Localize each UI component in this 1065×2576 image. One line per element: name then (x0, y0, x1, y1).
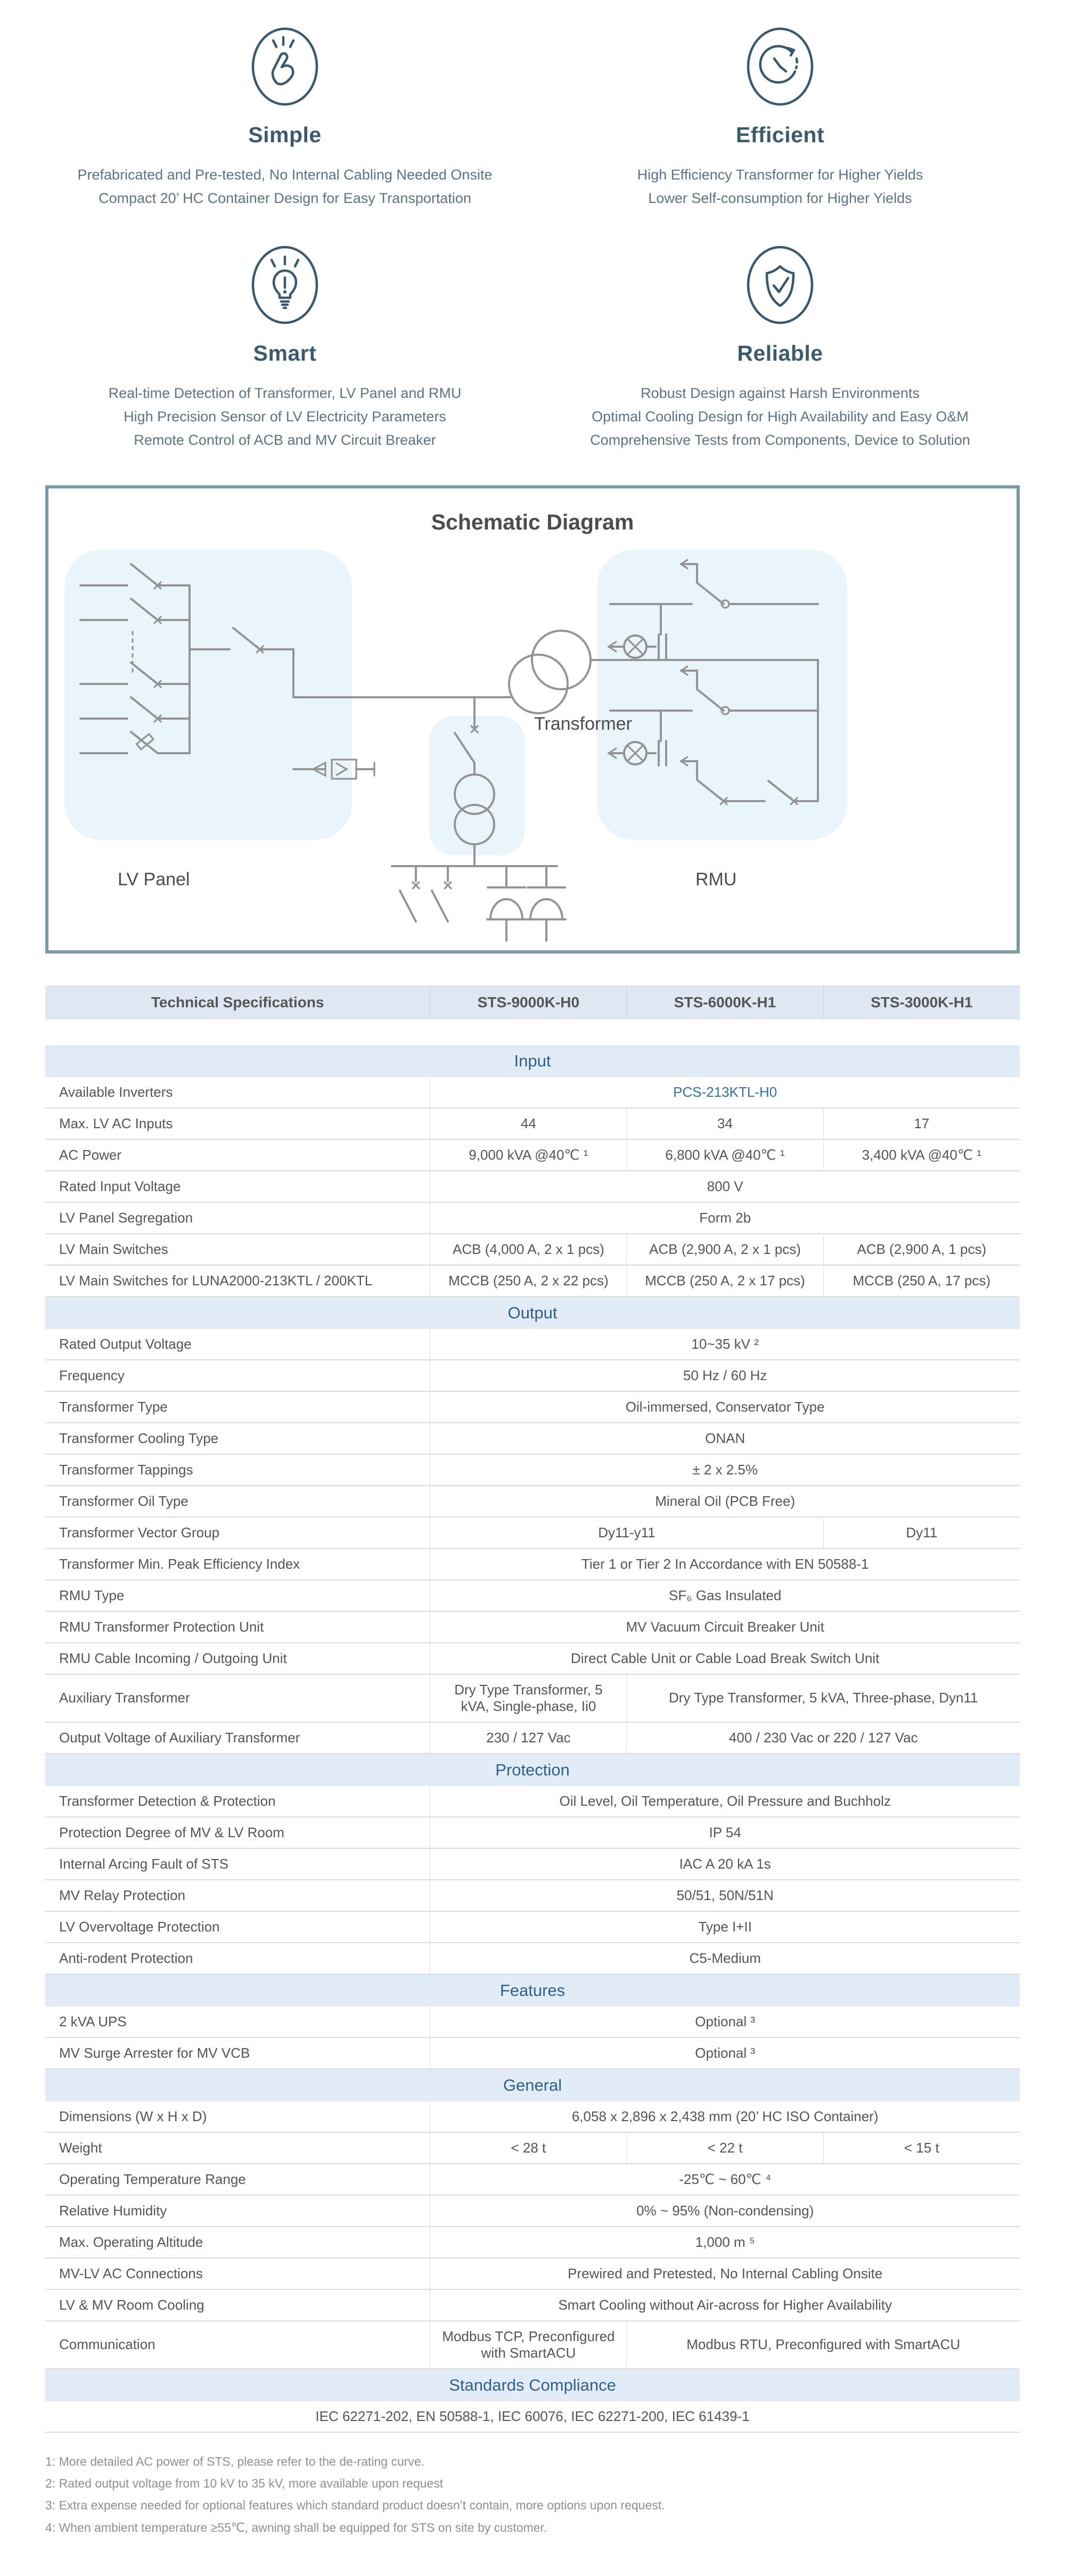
spec-value-cell: Dy11 (823, 1517, 1020, 1548)
spec-label-cell: LV Overvoltage Protection (45, 1911, 430, 1943)
feature-title: Simple (248, 123, 322, 147)
spec-value-cell: 9,000 kVA @40℃ ¹ (430, 1139, 627, 1171)
spec-row (45, 2321, 1020, 2369)
spec-label-cell: Transformer Tappings (45, 1454, 430, 1486)
spec-row (45, 2195, 1020, 2227)
spec-value-cell: Modbus TCP, Preconfigured with SmartACU (430, 2321, 627, 2369)
spec-label-cell: Transformer Detection & Protection (45, 1786, 430, 1817)
spec-label-cell: Rated Input Voltage (45, 1171, 430, 1202)
spec-value-cell: SF₆ Gas Insulated (430, 1580, 1020, 1611)
rmu-zone (597, 550, 847, 840)
spec-row (45, 2289, 1020, 2321)
spec-label-cell: AC Power (45, 1139, 430, 1171)
spec-body-table (45, 1045, 1020, 2433)
spec-value-cell: Oil-immersed, Conservator Type (430, 1391, 1020, 1423)
reliable-shield-icon (532, 244, 1028, 326)
spec-row (45, 1139, 1020, 1171)
spec-value-cell: 17 (823, 1108, 1020, 1139)
spec-value-cell: ACB (4,000 A, 2 x 1 pcs) (430, 1234, 627, 1265)
spec-label-cell: Relative Humidity (45, 2195, 430, 2227)
feature-efficient (532, 26, 1028, 210)
section-header-row (45, 1754, 1020, 1786)
model-column-sts-9000k-h0: STS-9000K-H0 (430, 985, 627, 1020)
spec-label-cell: MV Surge Arrester for MV VCB (45, 2037, 430, 2069)
spec-value-cell: ± 2 x 2.5% (430, 1454, 1020, 1486)
spec-value-cell: Optional ³ (430, 2037, 1020, 2069)
spec-label-cell: LV Main Switches (45, 1234, 430, 1265)
spec-value-cell: < 22 t (627, 2132, 823, 2164)
feature-reliable (532, 244, 1028, 452)
text-line: Comprehensive Tests from Components, Device to Solution (590, 431, 970, 448)
spec-row (45, 1580, 1020, 1611)
spec-header-table (45, 985, 1020, 1020)
spec-label-cell: Auxiliary Transformer (45, 1674, 430, 1722)
schematic-diagram-panel (45, 485, 1020, 953)
spec-value-cell: MV Vacuum Circuit Breaker Unit (430, 1611, 1020, 1643)
feature-description (532, 382, 1028, 452)
text-line: 4: When ambient temperature ≥55℃, awning shall be equipped for STS on site by customer. (45, 2520, 547, 2534)
spec-label-cell: LV Main Switches for LUNA2000-213KTL / 200KTL (45, 1265, 430, 1297)
spec-value-cell: 50 Hz / 60 Hz (430, 1360, 1020, 1391)
spec-value-cell: Type I+II (430, 1911, 1020, 1943)
spec-row (45, 1817, 1020, 1848)
text-line: Lower Self-consumption for Higher Yields (648, 190, 912, 206)
spec-value-cell: Smart Cooling without Air-across for Higher Availability (430, 2289, 1020, 2321)
spec-row (45, 2401, 1020, 2432)
spec-row (45, 1786, 1020, 1817)
feature-smart (37, 244, 532, 452)
spec-value-cell: < 15 t (823, 2132, 1020, 2164)
spec-row (45, 1423, 1020, 1454)
spec-label-cell: Rated Output Voltage (45, 1329, 430, 1360)
spec-header-row (45, 985, 1020, 1020)
spec-row (45, 2101, 1020, 2132)
spec-row (45, 1848, 1020, 1880)
text-line: High Efficiency Transformer for Higher Yields (637, 167, 923, 183)
spec-label-cell: RMU Transformer Protection Unit (45, 1611, 430, 1643)
spec-row (45, 2007, 1020, 2037)
spec-row (45, 1202, 1020, 1234)
section-header-row (45, 1045, 1020, 1077)
spec-label-cell: Transformer Vector Group (45, 1517, 430, 1548)
spec-row (45, 1360, 1020, 1391)
spec-value-cell: 6,800 kVA @40℃ ¹ (627, 1139, 823, 1171)
text-line: Robust Design against Harsh Environments (641, 385, 920, 402)
spec-value-cell: ONAN (430, 1423, 1020, 1454)
section-title: Standards Compliance (45, 2369, 1020, 2401)
spec-value-cell: 34 (627, 1108, 823, 1139)
snap-fingers-icon (37, 26, 532, 108)
text-line: Real-time Detection of Transformer, LV Panel and RMU (108, 385, 462, 402)
text-line: Remote Control of ACB and MV Circuit Breaker (134, 431, 436, 448)
spec-row (45, 1171, 1020, 1202)
spec-value-cell: ACB (2,900 A, 2 x 1 pcs) (627, 1234, 823, 1265)
section-title: General (45, 2069, 1020, 2101)
spec-value-cell: -25℃ ~ 60℃ ⁴ (430, 2164, 1020, 2195)
text-line: Optimal Cooling Design for High Availability and Easy O&M (592, 409, 969, 425)
spec-label-cell: LV Panel Segregation (45, 1202, 430, 1234)
section-header-row (45, 2069, 1020, 2101)
spec-label-cell: Output Voltage of Auxiliary Transformer (45, 1722, 430, 1754)
lv-panel-zone (64, 550, 352, 840)
spec-value-cell: 6,058 x 2,896 x 2,438 mm (20’ HC ISO Container) (430, 2101, 1020, 2132)
text-line: 2: Rated output voltage from 10 kV to 35 kV, more available upon request (45, 2476, 444, 2491)
spec-value-cell: Modbus RTU, Preconfigured with SmartACU (627, 2321, 1020, 2369)
text-line: Compact 20’ HC Container Design for Easy Transportation (99, 190, 471, 206)
single-line-diagram (48, 540, 1017, 950)
spec-label-cell: Transformer Type (45, 1391, 430, 1423)
spec-row (45, 2227, 1020, 2258)
spec-value-cell: 50/51, 50N/51N (430, 1880, 1020, 1911)
spec-row (45, 1911, 1020, 1943)
spec-value-cell: Dy11-y11 (430, 1517, 823, 1548)
section-title: Features (45, 1974, 1020, 2007)
feature-description (37, 164, 532, 210)
model-column-sts-3000k-h1: STS-3000K-H1 (823, 985, 1020, 1020)
spec-row (45, 1943, 1020, 1974)
spec-value-cell: Oil Level, Oil Temperature, Oil Pressure and Buchholz (430, 1786, 1020, 1817)
spec-value-cell: 44 (430, 1108, 627, 1139)
feature-title: Efficient (735, 123, 825, 147)
spec-label-cell: Max. LV AC Inputs (45, 1108, 430, 1139)
spec-row (45, 1329, 1020, 1360)
spec-value-cell: IP 54 (430, 1817, 1020, 1848)
spec-label-cell: Weight (45, 2132, 430, 2164)
spec-label-cell: MV Relay Protection (45, 1880, 430, 1911)
transformer-label: Transformer (534, 713, 632, 734)
spec-value-cell: C5-Medium (430, 1943, 1020, 1974)
spec-value-cell: 3,400 kVA @40℃ ¹ (823, 1139, 1020, 1171)
text-line: High Precision Sensor of LV Electricity Parameters (124, 409, 446, 425)
spec-value-cell: Mineral Oil (PCB Free) (430, 1486, 1020, 1517)
spec-value-cell: 230 / 127 Vac (430, 1722, 627, 1754)
section-header-row (45, 1974, 1020, 2007)
spec-label-cell: Transformer Oil Type (45, 1486, 430, 1517)
spec-row (45, 1454, 1020, 1486)
spec-row (45, 2258, 1020, 2289)
spec-value-cell: ACB (2,900 A, 1 pcs) (823, 1234, 1020, 1265)
section-title: Output (45, 1297, 1020, 1329)
footnotes (45, 2451, 1020, 2539)
section-title: Protection (45, 1754, 1020, 1786)
spec-row (45, 1722, 1020, 1754)
spec-value-cell: 10~35 kV ² (430, 1329, 1020, 1360)
spec-label-cell: Transformer Min. Peak Efficiency Index (45, 1548, 430, 1580)
spec-value-cell: MCCB (250 A, 2 x 17 pcs) (627, 1265, 823, 1297)
smart-bulb-icon (37, 244, 532, 326)
spec-value-cell: 0% ~ 95% (Non-condensing) (430, 2195, 1020, 2227)
spec-row (45, 1674, 1020, 1722)
spec-header-title: Technical Specifications (45, 985, 430, 1020)
feature-description (37, 382, 532, 452)
aux-transformer-zone (429, 716, 525, 855)
feature-title: Smart (253, 341, 317, 366)
spec-row (45, 1548, 1020, 1580)
spec-row (45, 2037, 1020, 2069)
spec-row (45, 1880, 1020, 1911)
text-line: 1: More detailed AC power of STS, please refer to the de-rating curve. (45, 2454, 425, 2468)
section-header-row (45, 2369, 1020, 2401)
spec-label-cell: MV-LV AC Connections (45, 2258, 430, 2289)
spec-value-cell: IAC A 20 kA 1s (430, 1848, 1020, 1880)
spec-label-cell: Communication (45, 2321, 430, 2369)
model-column-sts-6000k-h1: STS-6000K-H1 (627, 985, 823, 1020)
spec-label-cell: RMU Cable Incoming / Outgoing Unit (45, 1643, 430, 1674)
spec-row (45, 1234, 1020, 1265)
spec-row (45, 2132, 1020, 2164)
spec-row (45, 1517, 1020, 1548)
text-line: 3: Extra expense needed for optional features which standard product doesn’t contain, more options upon request. (45, 2498, 665, 2513)
spec-value-cell: MCCB (250 A, 17 pcs) (823, 1265, 1020, 1297)
technical-specifications (45, 985, 1020, 2433)
section-title: Input (45, 1045, 1020, 1077)
spec-value-cell: 400 / 230 Vac or 220 / 127 Vac (627, 1722, 1020, 1754)
spec-label-cell: Internal Arcing Fault of STS (45, 1848, 430, 1880)
spec-row (45, 1265, 1020, 1297)
spec-value-cell: 1,000 m ⁵ (430, 2227, 1020, 2258)
spec-label-cell: Anti-rodent Protection (45, 1943, 430, 1974)
spec-label-cell: Frequency (45, 1360, 430, 1391)
spec-label-cell: Transformer Cooling Type (45, 1423, 430, 1454)
spec-label-cell: Available Inverters (45, 1077, 430, 1108)
spec-row (45, 1077, 1020, 1108)
spec-value-cell: Direct Cable Unit or Cable Load Break Switch Unit (430, 1643, 1020, 1674)
spec-label-cell: Dimensions (W x H x D) (45, 2101, 430, 2132)
efficiency-clock-icon (532, 26, 1028, 108)
spec-row (45, 1391, 1020, 1423)
spec-row (45, 1486, 1020, 1517)
spec-value-cell: Tier 1 or Tier 2 In Accordance with EN 50588-1 (430, 1548, 1020, 1580)
spec-value-cell: IEC 62271-202, EN 50588-1, IEC 60076, IEC 62271-200, IEC 61439-1 (45, 2401, 1020, 2432)
spec-value-cell: Optional ³ (430, 2007, 1020, 2037)
spec-value-cell: MCCB (250 A, 2 x 22 pcs) (430, 1265, 627, 1297)
spec-label-cell: LV & MV Room Cooling (45, 2289, 430, 2321)
lv-panel-label: LV Panel (118, 869, 190, 890)
rmu-label: RMU (695, 869, 737, 890)
feature-simple (37, 26, 532, 210)
spec-label-cell: Operating Temperature Range (45, 2164, 430, 2195)
spec-label-cell: Max. Operating Altitude (45, 2227, 430, 2258)
spec-value-cell: Dry Type Transformer, 5 kVA, Single-phase, Ii0 (430, 1674, 627, 1722)
spec-value-cell: Dry Type Transformer, 5 kVA, Three-phase, Dyn11 (627, 1674, 1020, 1722)
spec-value-cell: 800 V (430, 1171, 1020, 1202)
section-header-row (45, 1297, 1020, 1329)
spec-label-cell: Protection Degree of MV & LV Room (45, 1817, 430, 1848)
spec-label-cell: RMU Type (45, 1580, 430, 1611)
feature-highlights (0, 0, 1065, 463)
feature-title: Reliable (737, 341, 823, 366)
spec-row (45, 1108, 1020, 1139)
spec-row (45, 2164, 1020, 2195)
spec-value-cell: Prewired and Pretested, No Internal Cabling Onsite (430, 2258, 1020, 2289)
feature-description (532, 164, 1028, 210)
spec-row (45, 1643, 1020, 1674)
spec-value-cell: < 28 t (430, 2132, 627, 2164)
schematic-title: Schematic Diagram (431, 509, 634, 534)
text-line: Prefabricated and Pre-tested, No Internal Cabling Needed Onsite (77, 167, 493, 183)
spec-row (45, 1611, 1020, 1643)
spec-label-cell: 2 kVA UPS (45, 2007, 430, 2037)
spec-value-cell: Form 2b (430, 1202, 1020, 1234)
spec-value-cell: PCS-213KTL-H0 (430, 1077, 1020, 1108)
